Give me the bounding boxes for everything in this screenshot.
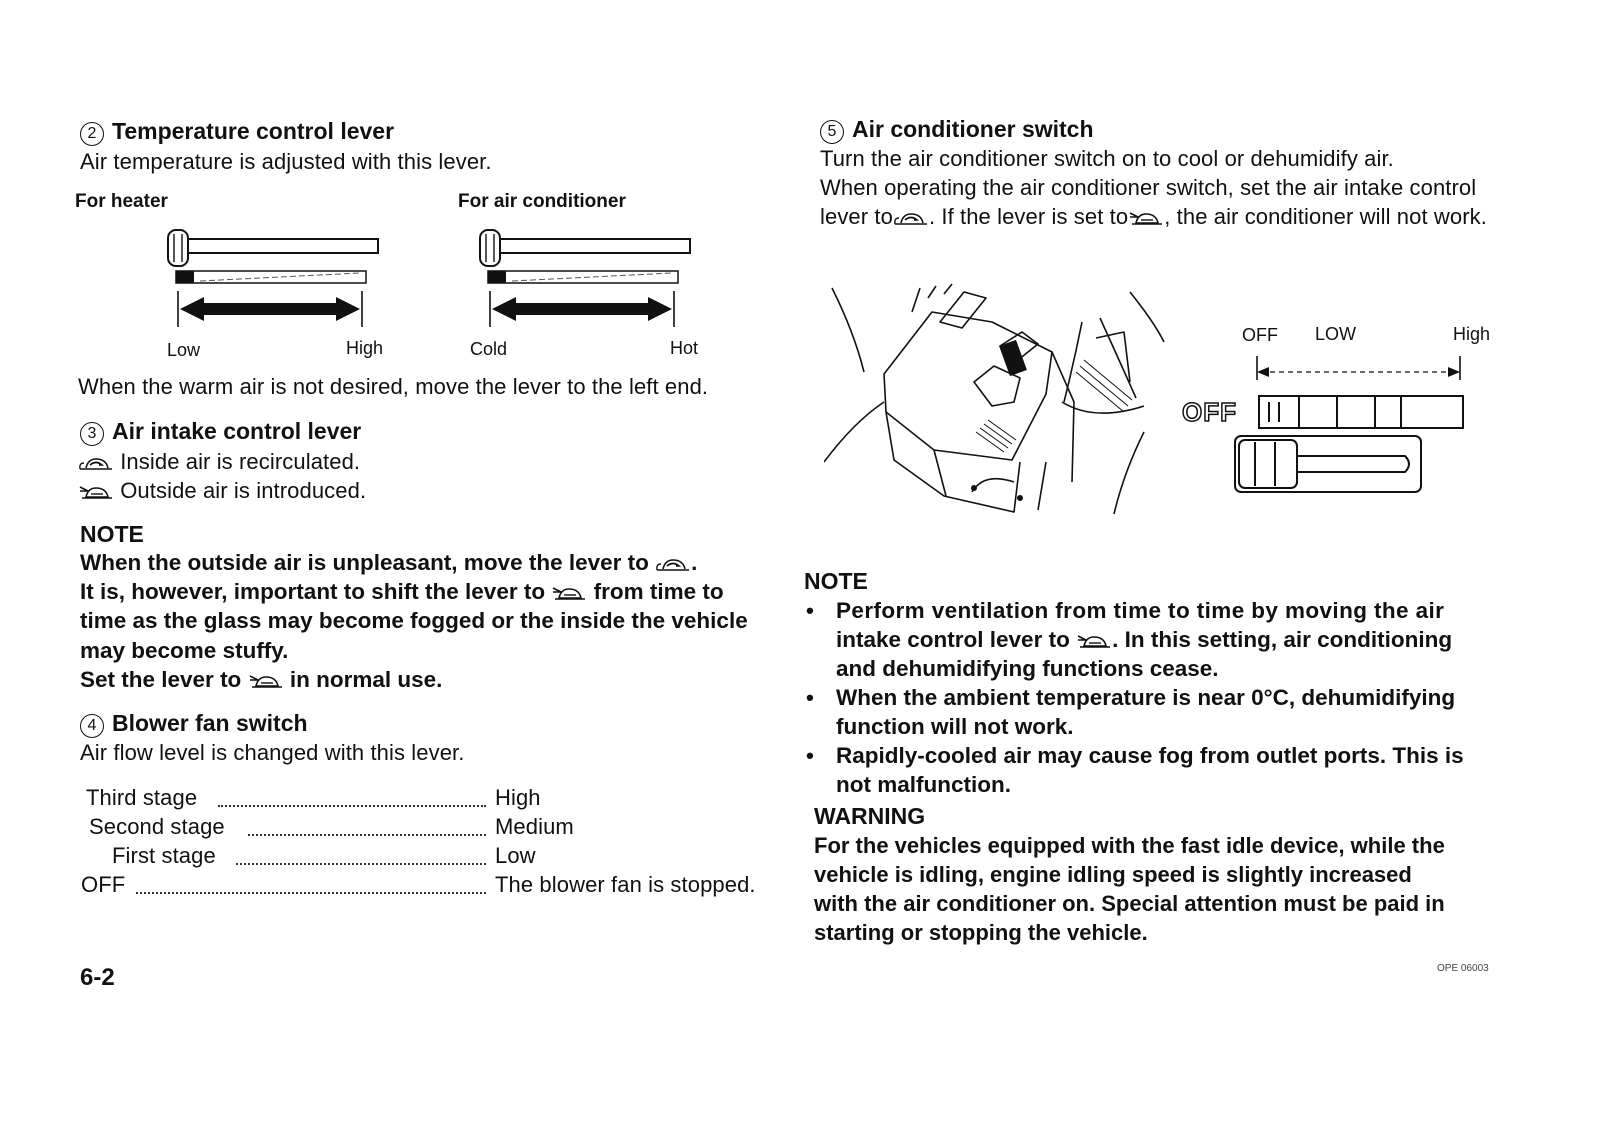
doc-code: OPE 06003	[1437, 963, 1489, 974]
heater-label: For heater	[75, 191, 168, 212]
panel-off-label: OFF	[1182, 397, 1237, 427]
note2-bullet	[800, 741, 1500, 799]
blower-row-label: Second stage	[89, 814, 225, 839]
note1-line1-text: When the outside air is unpleasant, move the lever to	[80, 550, 649, 575]
ac-line2: When operating the air conditioner switch, set the air intake control	[820, 175, 1477, 200]
blower-desc: Air flow level is changed with this lever.	[80, 740, 465, 765]
heater-lever-diagram	[160, 225, 390, 335]
temperature-title: Temperature control lever	[112, 118, 395, 144]
temperature-heading	[80, 118, 394, 146]
recirc-text: Inside air is recirculated.	[120, 449, 361, 474]
ac-line3-text: lever to	[820, 204, 893, 229]
bullet-dot: •	[806, 598, 814, 623]
note2-heading: NOTE	[804, 568, 868, 594]
ac-line3-end: , the air conditioner will not work.	[1164, 204, 1487, 229]
note1-heading: NOTE	[80, 521, 144, 547]
intake-recirc-line	[78, 449, 360, 475]
note1-line5-end: in normal use.	[289, 667, 443, 692]
ac-lever-diagram	[472, 225, 702, 335]
note1-line3: time as the glass may become fogged or the inside the vehicle	[80, 608, 748, 633]
note2-b2-line2: function will not work.	[836, 714, 1074, 739]
blower-row-value: The blower fan is stopped.	[495, 872, 756, 897]
note1-line5-text: Set the lever to	[80, 667, 242, 692]
console-illustration	[824, 282, 1174, 518]
blower-row-label: First stage	[112, 843, 216, 868]
section-number: 3	[80, 422, 104, 446]
note1-line2	[80, 579, 724, 605]
page-number: 6-2	[80, 964, 115, 991]
note2-list	[800, 596, 1500, 799]
section-number: 4	[80, 714, 104, 738]
note1-line1-end: .	[691, 550, 698, 575]
blower-heading	[80, 710, 308, 738]
section-number: 5	[820, 120, 844, 144]
outside-air-icon	[1128, 210, 1164, 226]
recirculate-air-icon	[655, 556, 691, 572]
intake-title: Air intake control lever	[112, 418, 362, 444]
fresh-text: Outside air is introduced.	[120, 478, 367, 503]
leader-dots	[248, 834, 486, 836]
heater-high-label: High	[346, 338, 384, 358]
temperature-tip: When the warm air is not desired, move the lever to the left end.	[78, 374, 709, 399]
ac-line1: Turn the air conditioner switch on to cool or dehumidify air.	[820, 146, 1394, 171]
note2-b1-line1: Perform ventilation from time to time by moving the air	[836, 598, 1445, 623]
outside-air-icon	[78, 484, 114, 500]
note2-b3-line1: Rapidly-cooled air may cause fog from outlet ports. This is	[836, 743, 1464, 768]
note1-line2-text: It is, however, important to shift the lever to	[80, 579, 546, 604]
switch-off-label: OFF	[1242, 325, 1278, 345]
recirculate-air-icon	[78, 455, 114, 471]
warning-line3: with the air conditioner on. Special attention must be paid in	[814, 891, 1445, 916]
blower-row-label: OFF	[81, 872, 126, 897]
note2-b1-line2	[836, 625, 1500, 654]
intake-heading	[80, 418, 361, 446]
temperature-desc: Air temperature is adjusted with this lever.	[80, 149, 492, 174]
ac-line3-mid: . If the lever is set to	[928, 204, 1129, 229]
leader-dots	[236, 863, 486, 865]
ac-hot-label: Hot	[670, 338, 699, 358]
note2-b2-line1: When the ambient temperature is near 0°C, dehumidifying	[836, 685, 1456, 710]
blower-title: Blower fan switch	[112, 710, 308, 736]
outside-air-icon	[248, 673, 284, 689]
section-number: 2	[80, 122, 104, 146]
recirculate-air-icon	[893, 210, 929, 226]
note2-b1-line3: and dehumidifying functions cease.	[836, 656, 1219, 681]
note2-bullet	[800, 683, 1500, 741]
blower-row-value: Low	[495, 843, 536, 868]
warning-line4: starting or stopping the vehicle.	[814, 920, 1148, 945]
intake-fresh-line	[78, 478, 366, 504]
blower-row-value: Medium	[495, 814, 574, 839]
outside-air-icon	[1076, 633, 1112, 649]
bullet-dot: •	[806, 743, 814, 768]
ac-heading	[820, 116, 1094, 144]
warning-line2: vehicle is idling, engine idling speed is slightly increased	[814, 862, 1412, 887]
note1-line5	[80, 667, 442, 693]
note2-b1-text: intake control lever to	[836, 627, 1070, 652]
blower-row-label: Third stage	[86, 785, 198, 810]
warning-heading: WARNING	[814, 803, 926, 829]
ac-title: Air conditioner switch	[852, 116, 1094, 142]
switch-low-label: LOW	[1315, 324, 1357, 344]
note1-line1	[80, 550, 697, 576]
ac-label: For air conditioner	[458, 191, 626, 212]
warning-line1: For the vehicles equipped with the fast idle device, while the	[814, 833, 1445, 858]
bullet-dot: •	[806, 685, 814, 710]
note2-b1-end: . In this setting, air conditioning	[1112, 627, 1453, 652]
switch-high-label: High	[1453, 324, 1491, 344]
note2-bullet	[800, 596, 1500, 683]
heater-low-label: Low	[167, 340, 201, 360]
leader-dots	[136, 892, 486, 894]
note2-b3-line2: not malfunction.	[836, 772, 1011, 797]
leader-dots	[218, 805, 486, 807]
note1-line4: may become stuffy.	[80, 638, 289, 663]
note1-line2-end: from time to	[593, 579, 724, 604]
ac-cold-label: Cold	[470, 339, 508, 359]
outside-air-icon	[551, 585, 587, 601]
blower-row-value: High	[495, 785, 541, 810]
ac-line3	[820, 204, 1487, 230]
